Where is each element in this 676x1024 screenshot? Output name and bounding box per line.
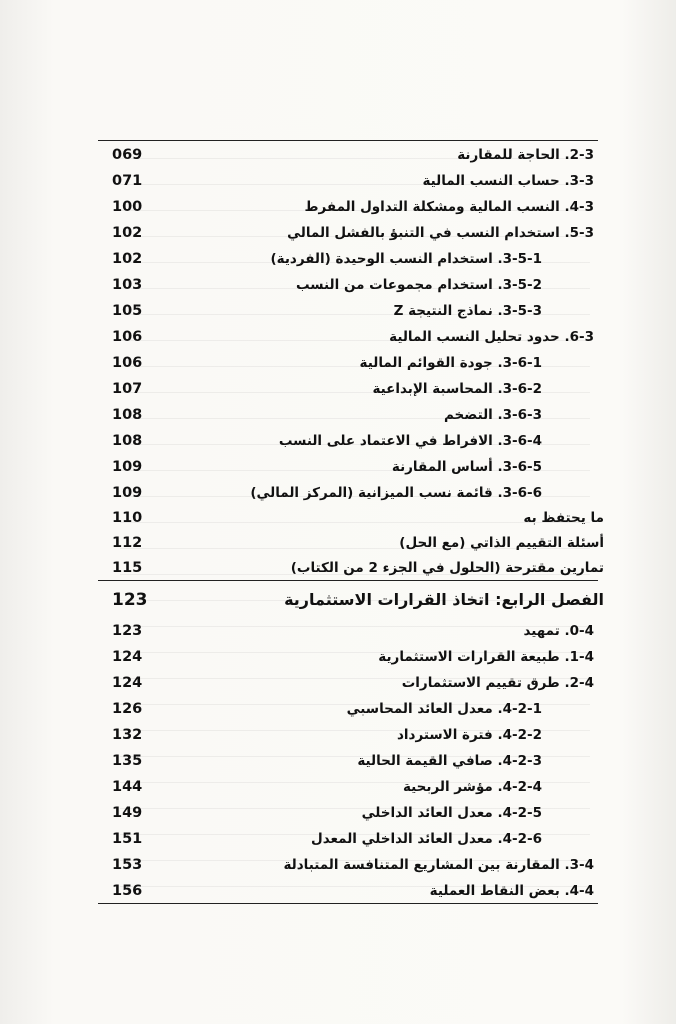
- toc-entry-title: 6-3. حدود تحليل النسب المالية: [389, 329, 594, 345]
- toc-entry-page: 124: [112, 649, 143, 665]
- toc-entry-title: 3-6-6. قائمة نسب الميزانية (المركز المالي): [250, 485, 542, 501]
- chapter-heading: [112, 588, 604, 612]
- toc-entry-title: 3-5-2. استخدام مجموعات من النسب: [296, 277, 542, 293]
- toc-entry-title: 4-2-1. معدل العائد المحاسبي: [346, 701, 542, 717]
- toc-entry: [112, 403, 604, 427]
- toc-entry-title: 0-4. تمهيد: [523, 623, 594, 639]
- toc-entry: [112, 506, 604, 530]
- toc-entry-page: 102: [112, 225, 143, 241]
- toc-entry-title: تمارين مقترحة (الحلول في الجزء 2 من الكتاب): [290, 560, 604, 576]
- toc-entry: [112, 775, 604, 799]
- toc-entry-title: 3-3. حساب النسب المالية: [422, 173, 594, 189]
- toc-entry: [112, 697, 604, 721]
- toc-entry-page: 110: [112, 510, 143, 526]
- bottom-rule: [98, 903, 598, 904]
- toc-entry: [112, 827, 604, 851]
- toc-entry: [112, 325, 604, 349]
- toc-entry-title: 5-3. استخدام النسب في التنبؤ بالفشل المالي: [287, 225, 594, 241]
- chapter-divider-rule: [98, 580, 598, 581]
- toc-entry-page: 108: [112, 407, 143, 423]
- toc-entry-title: 3-6-3. التضخم: [443, 407, 542, 423]
- toc-entry-page: 126: [112, 701, 143, 717]
- toc-entry-title: 4-2-6. معدل العائد الداخلي المعدل: [311, 831, 542, 847]
- toc-entry: [112, 377, 604, 401]
- toc-entry: [112, 169, 604, 193]
- toc-entry-page: 112: [112, 535, 143, 551]
- toc-entry-page: 151: [112, 831, 143, 847]
- toc-entry: [112, 221, 604, 245]
- toc-entry: [112, 299, 604, 323]
- toc-entry: [112, 143, 604, 167]
- toc-entry-page: 107: [112, 381, 143, 397]
- toc-entry: [112, 671, 604, 695]
- toc-entry: [112, 853, 604, 877]
- toc-entry-title: 4-2-4. مؤشر الربحية: [402, 779, 542, 795]
- toc-entry-page: 105: [112, 303, 143, 319]
- toc-entry-title: 3-6-1. جودة القوائم المالية: [359, 355, 542, 371]
- toc-entry-page: 102: [112, 251, 143, 267]
- toc-entry-page: 135: [112, 753, 143, 769]
- toc-entry: [112, 531, 604, 555]
- toc-entry: [112, 801, 604, 825]
- toc-entry-title: أسئلة التقييم الذاتي (مع الحل): [399, 535, 604, 551]
- toc-entry-title: 4-4. بعض النقاط العملية: [429, 883, 594, 899]
- toc-entry: [112, 481, 604, 505]
- toc-entry-page: 103: [112, 277, 143, 293]
- top-rule: [98, 140, 598, 141]
- toc-entry-page: 144: [112, 779, 143, 795]
- toc-entry-page: 109: [112, 459, 143, 475]
- toc-entry-title: 2-3. الحاجة للمقارنة: [457, 147, 594, 163]
- toc-entry-page: 123: [112, 623, 143, 639]
- toc-entry: [112, 195, 604, 219]
- toc-entry-page: 069: [112, 147, 143, 163]
- toc-entry: [112, 645, 604, 669]
- toc-entry-page: 106: [112, 355, 143, 371]
- toc-entry-title: 4-3. النسب المالية ومشكلة التداول المفرط: [304, 199, 594, 215]
- chapter-page: 123: [112, 590, 148, 610]
- toc-entry-title: 3-5-1. استخدام النسب الوحيدة (الفردية): [270, 251, 542, 267]
- toc-entry-page: 156: [112, 883, 143, 899]
- toc-entry: [112, 619, 604, 643]
- toc-entry-title: 1-4. طبيعة القرارات الاستثمارية: [378, 649, 594, 665]
- toc-entry: [112, 556, 604, 580]
- toc-entry-page: 108: [112, 433, 143, 449]
- toc-entry-page: 115: [112, 560, 143, 576]
- toc-entry-title: 3-6-4. الافراط في الاعتماد على النسب: [278, 433, 542, 449]
- toc-entry-title: 4-2-3. صافي القيمة الحالية: [357, 753, 542, 769]
- toc-entry-title: 2-4. طرق تقييم الاستثمارات: [401, 675, 594, 691]
- toc-entry: [112, 351, 604, 375]
- toc-entry: [112, 723, 604, 747]
- toc-entry-page: 124: [112, 675, 143, 691]
- toc-entry-title: 4-2-2. فترة الاسترداد: [397, 727, 542, 743]
- toc-entry-page: 100: [112, 199, 143, 215]
- toc-entry: [112, 879, 604, 903]
- toc-entry-page: 132: [112, 727, 143, 743]
- toc-entry-title: ما يحتفظ به: [523, 510, 604, 526]
- toc-entry-title: 4-2-5. معدل العائد الداخلي: [361, 805, 542, 821]
- toc-entry-page: 149: [112, 805, 143, 821]
- toc-entry-title: 3-6-5. أساس المقارنة: [391, 459, 542, 475]
- toc-entry-page: 071: [112, 173, 143, 189]
- toc-entry: [112, 749, 604, 773]
- toc-entry: [112, 273, 604, 297]
- toc-entry: [112, 429, 604, 453]
- chapter-title: الفصل الرابع: اتخاذ القرارات الاستثمارية: [284, 590, 604, 609]
- toc-entry-page: 106: [112, 329, 143, 345]
- toc-entry: [112, 247, 604, 271]
- toc-entry-title: 3-4. المقارنة بين المشاريع المتنافسة المتبادلة: [283, 857, 594, 873]
- toc-entry-title: 3-6-2. المحاسبة الإبداعية: [372, 381, 542, 397]
- toc-entry: [112, 455, 604, 479]
- toc-entry-page: 109: [112, 485, 143, 501]
- toc-entry-title: 3-5-3. نماذج النتيجة Z: [393, 303, 542, 319]
- toc-entry-page: 153: [112, 857, 143, 873]
